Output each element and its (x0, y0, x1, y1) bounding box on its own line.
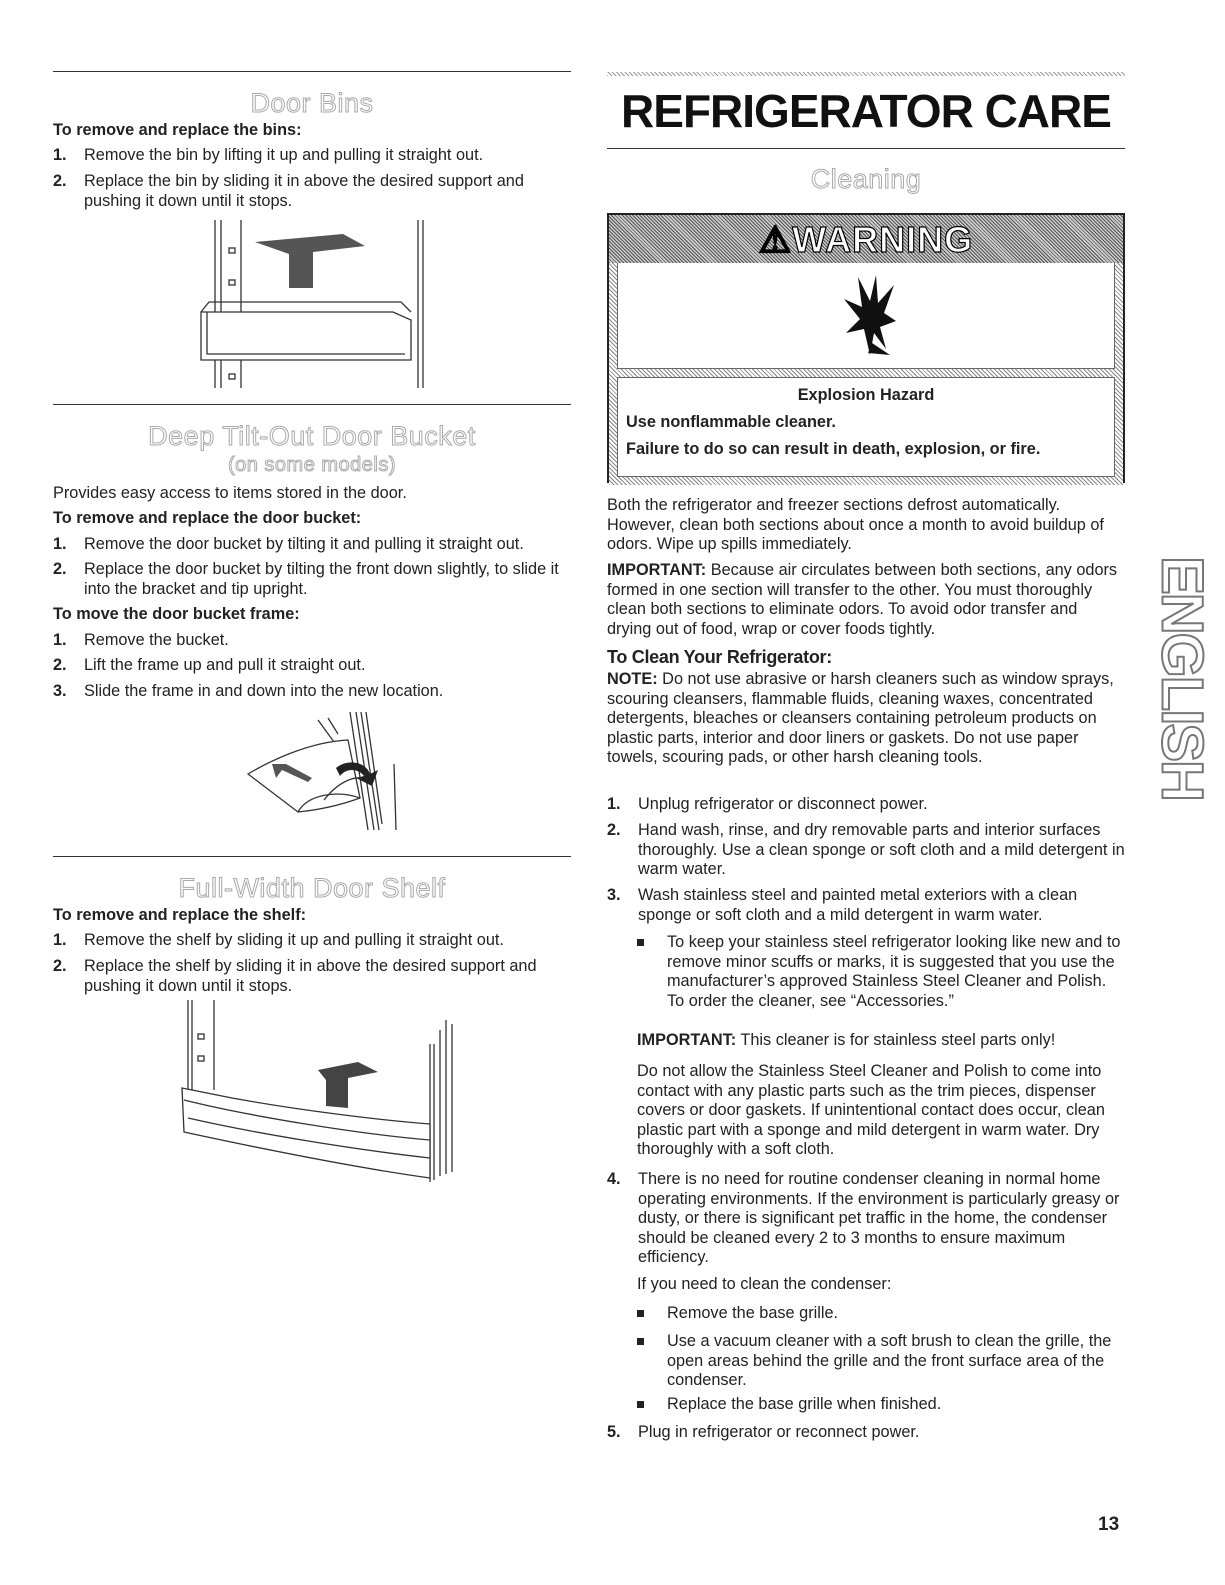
list-item: Replace the base grille when finished. (637, 1395, 1125, 1415)
list-item: 1. Remove the door bucket by tilting it and pulling it straight out. (53, 535, 524, 553)
list-item: Use a vacuum cleaner with a soft brush to clean the grille, the open areas behind the grille and the front surface area of the condenser. (637, 1332, 1125, 1391)
list-item: 5. Plug in refrigerator or reconnect power. (607, 1423, 920, 1441)
warning-triangle-icon: ⚠ (758, 219, 793, 260)
bullet-square-icon (637, 939, 644, 946)
divider (607, 72, 1125, 76)
list-item: Remove the base grille. (637, 1304, 1125, 1324)
page-number: 13 (1098, 1514, 1120, 1535)
door-shelf-illustration (178, 1000, 458, 1185)
list-item: 2. Hand wash, rinse, and dry removable parts and interior surfaces thoroughly. Use a clean sponge or soft cloth and a mild detergent in warm water. (607, 821, 1125, 878)
list-item: 2. Replace the door bucket by tilting the front down slightly, to slide it into the bracket and tip upright. (53, 560, 559, 598)
clean-heading: To Clean Your Refrigerator: (607, 647, 832, 667)
shelf-subheading: To remove and replace the shelf: (53, 906, 307, 924)
list-item: To keep your stainless steel refrigerator looking like new and to remove minor scuffs or marks, it is suggested that you use the manufacturer’s approved Stainless Steel Cleaner and Polish. To order the cleaner, see “Accessories.” (637, 933, 1125, 1011)
divider (53, 856, 571, 857)
warning-box (607, 213, 1125, 483)
list-item: 1. Remove the bin by lifting it up and pulling it straight out. (53, 146, 484, 164)
divider (53, 404, 571, 405)
important-stainless: IMPORTANT: This cleaner is for stainless steel parts only! (637, 1031, 1056, 1049)
bullet-square-icon (637, 1338, 644, 1345)
warning-title: ⚠WARNING (758, 219, 974, 260)
language-tab: ENGLISH (1149, 556, 1215, 800)
door-bins-heading: Door Bins (250, 88, 374, 118)
divider (53, 71, 571, 72)
list-item: 3. Slide the frame in and down into the new location. (53, 682, 444, 700)
divider (607, 148, 1125, 149)
bucket-heading: Deep Tilt-Out Door Bucket (148, 421, 476, 451)
page-title: REFRIGERATOR CARE (621, 85, 1111, 137)
contact-paragraph: Do not allow the Stainless Steel Cleaner and Polish to come into contact with any plastic parts such as the trim pieces, dispenser covers or door gaskets. If unintentional contact does occur, clean plastic part with a sponge and mild detergent in warm water. Dry thoroughly with a soft cloth. (637, 1062, 1105, 1158)
explosion-icon (842, 273, 898, 357)
warning-line-1: Use nonflammable cleaner. (626, 413, 836, 431)
list-item: 3. Wash stainless steel and painted metal exteriors with a clean sponge or soft cloth and a mild detergent in warm water. (607, 886, 1078, 924)
list-item: 1. Remove the bucket. (53, 631, 229, 649)
warning-line-2: Failure to do so can result in death, explosion, or fire. (626, 440, 1041, 458)
door-bucket-illustration (228, 712, 428, 832)
bullet-square-icon (637, 1401, 644, 1408)
list-item: 2. Replace the shelf by sliding it in above the desired support and pushing it down until it stops. (53, 957, 537, 995)
cleaning-heading: Cleaning (810, 164, 922, 194)
intro-paragraph: Both the refrigerator and freezer sections defrost automatically. However, clean both sections about once a month to avoid buildup of odors. Wipe up spills immediately. (607, 496, 1104, 553)
shelf-heading: Full-Width Door Shelf (178, 873, 446, 903)
door-bin-illustration (193, 220, 433, 390)
important-paragraph: IMPORTANT: Because air circulates between both sections, any odors formed in one section will transfer to the other. You must thoroughly clean both sections to eliminate odors. To avoid odor transfer and drying out of food, wrap or cover foods tightly. (607, 561, 1118, 638)
list-item: 1. Unplug refrigerator or disconnect power. (607, 795, 928, 813)
note-paragraph: NOTE: Do not use abrasive or harsh cleaners such as window sprays, scouring cleansers, flammable fluids, cleaning waxes, concentrated detergents, bleaches or cleansers containing petroleum products on plastic parts, interior and door liners or gaskets. Do not use paper towels, scouring pads, or other harsh cleaning tools. (607, 670, 1114, 766)
condenser-intro: If you need to clean the condenser: (637, 1275, 892, 1293)
list-item: 4. There is no need for routine condenser cleaning in normal home operating environments. If the environment is particularly greasy or dusty, or there is significant pet traffic in the home, the condenser should be cleaned every 2 to 3 months to ensure maximum efficiency. (607, 1170, 1120, 1266)
warning-header (609, 215, 1123, 263)
bucket-intro: Provides easy access to items stored in the door. (53, 484, 407, 502)
door-bins-subheading: To remove and replace the bins: (53, 121, 302, 139)
bucket-remove-label: To remove and replace the door bucket: (53, 509, 362, 527)
bucket-subheading: (on some models) (227, 454, 397, 476)
bucket-frame-label: To move the door bucket frame: (53, 605, 300, 623)
list-item: 2. Replace the bin by sliding it in above the desired support and pushing it down until it stops. (53, 172, 524, 210)
warning-hazard: Explosion Hazard (797, 386, 935, 404)
bullet-square-icon (637, 1310, 644, 1317)
list-item: 2. Lift the frame up and pull it straight out. (53, 656, 366, 674)
list-item: 1. Remove the shelf by sliding it up and pulling it straight out. (53, 931, 504, 949)
